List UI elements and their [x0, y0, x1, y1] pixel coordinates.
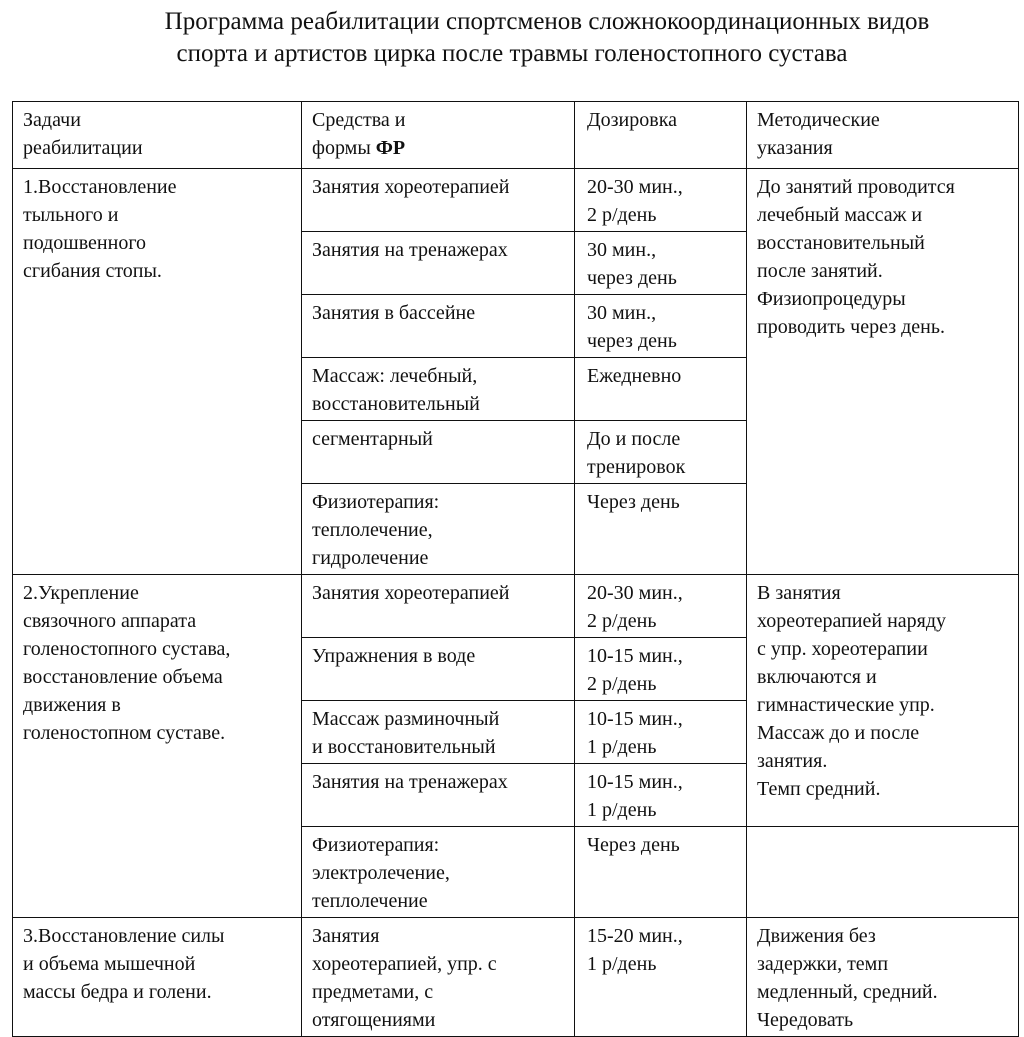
header-dosage: Дозировка: [575, 102, 747, 169]
title-line-1: Программа реабилитации спортсменов сложнокоординационных видов: [164, 8, 930, 35]
method-cell-3: Движения без задержки, темп медленный, средний. Чередовать: [747, 918, 1019, 1037]
means-cell: Занятия на тренажерах: [302, 764, 575, 827]
means-cell: Физиотерапия: электролечение, теплолечение: [302, 827, 575, 918]
header-means-abbr: ФР: [375, 137, 406, 159]
header-tasks: Задачи реабилитации: [13, 102, 302, 169]
task-cell-3: 3.Восстановление силы и объема мышечной массы бедра и голени.: [13, 918, 302, 1037]
method-cell-1: До занятий проводится лечебный массаж и восстановительный после занятий. Физиопроцедуры проводить через день.: [747, 169, 1019, 575]
document-title: [0, 6, 1024, 70]
dosage-cell: 20-30 мин., 2 р/день: [575, 169, 747, 232]
means-cell: Физиотерапия: теплолечение, гидролечение: [302, 484, 575, 575]
dosage-cell: Через день: [575, 827, 747, 918]
dosage-cell: 30 мин., через день: [575, 295, 747, 358]
title-line-2: спорта и артистов цирка после травмы голеностопного сустава: [176, 40, 848, 67]
means-cell: Занятия на тренажерах: [302, 232, 575, 295]
dosage-cell: Ежедневно: [575, 358, 747, 421]
dosage-cell: 10-15 мин., 2 р/день: [575, 638, 747, 701]
means-cell: Занятия хореотерапией: [302, 169, 575, 232]
dosage-cell: 10-15 мин., 1 р/день: [575, 764, 747, 827]
table-row: [13, 918, 1019, 1037]
dosage-cell: 15-20 мин., 1 р/день: [575, 918, 747, 1037]
dosage-cell: До и после тренировок: [575, 421, 747, 484]
table-header-row: [13, 102, 1019, 169]
task-cell-1: 1.Восстановление тыльного и подошвенного сгибания стопы.: [13, 169, 302, 575]
dosage-cell: 20-30 мин., 2 р/день: [575, 575, 747, 638]
means-cell: Упражнения в воде: [302, 638, 575, 701]
table-row: [13, 169, 1019, 232]
means-cell: Массаж: лечебный, восстановительный: [302, 358, 575, 421]
task-cell-2: 2.Укрепление связочного аппарата голеностопного сустава, восстановление объема движения в голеностопном суставе.: [13, 575, 302, 918]
means-cell: Массаж разминочный и восстановительный: [302, 701, 575, 764]
header-means-text: Средства и формы: [312, 109, 406, 159]
dosage-cell: Через день: [575, 484, 747, 575]
means-cell: сегментарный: [302, 421, 575, 484]
dosage-cell: 10-15 мин., 1 р/день: [575, 701, 747, 764]
method-cell-2: В занятия хореотерапией наряду с упр. хореотерапии включаются и гимнастические упр. Массаж до и после занятия. Темп средний.: [747, 575, 1019, 827]
dosage-cell: 30 мин., через день: [575, 232, 747, 295]
rehab-table-wrapper: [12, 101, 1018, 1037]
method-cell-empty: [747, 827, 1019, 918]
header-means: [302, 102, 575, 169]
means-cell: Занятия хореотерапией, упр. с предметами, с отягощениями: [302, 918, 575, 1037]
means-cell: Занятия хореотерапией: [302, 575, 575, 638]
rehab-program-table: [12, 101, 1019, 1037]
header-method: Методические указания: [747, 102, 1019, 169]
means-cell: Занятия в бассейне: [302, 295, 575, 358]
table-row: [13, 575, 1019, 638]
